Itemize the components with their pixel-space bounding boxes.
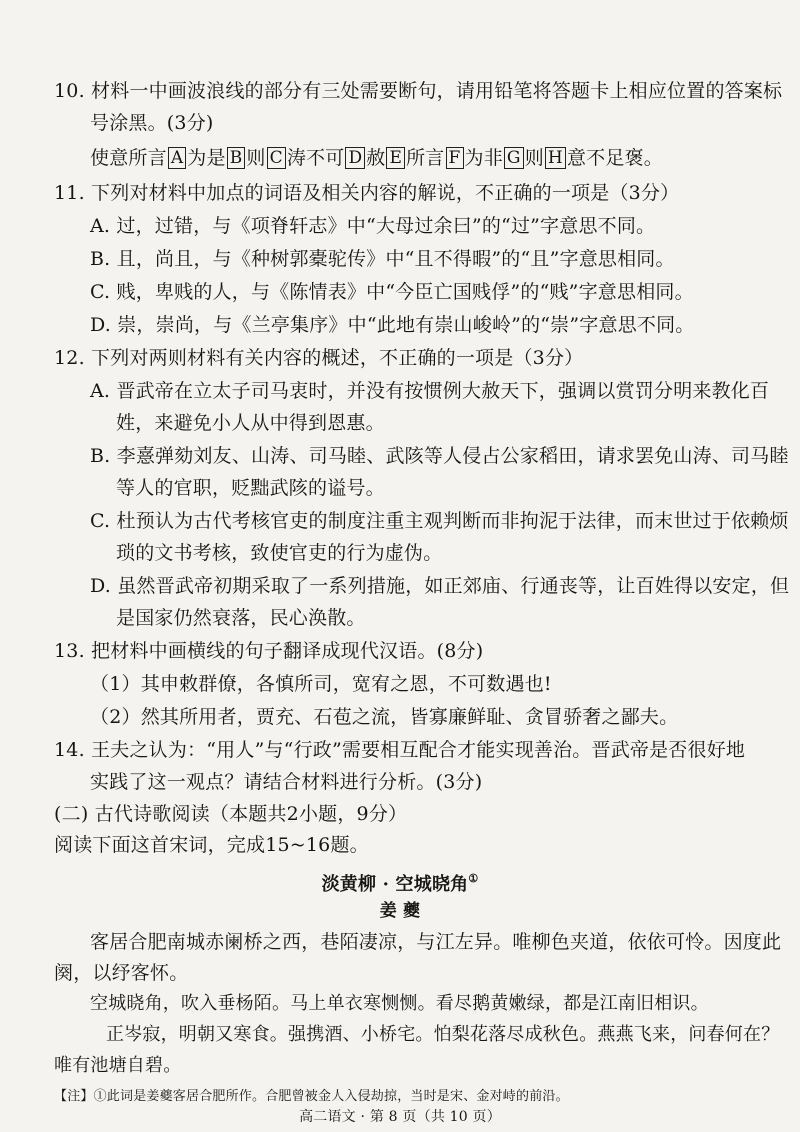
sentence-fragment: 使意所言 xyxy=(90,147,167,169)
q13-sentence-1: （1）其申敕群僚，各慎所司，宽宥之恩，不可数遇也! xyxy=(90,673,552,695)
q13-sentence-2: （2）然其所用者，贾充、石苞之流，皆寡廉鲜耻、贪冒骄奢之鄙夫。 xyxy=(90,706,679,728)
q10-line1: 10. 材料一中画波浪线的部分有三处需要断句，请用铅笔将答题卡上相应位置的答案标 xyxy=(54,80,783,102)
answer-box-D[interactable]: D xyxy=(345,147,365,169)
q14-line1: 14. 王夫之认为：“用人”与“行政”需要相互配合才能实现善治。晋武帝是否很好地 xyxy=(54,739,746,761)
q12-option-a-line2: 姓，来避免小人从中得到恩惠。 xyxy=(116,412,385,434)
q12-option-b-line1: B. 李憙弹劾刘友、山涛、司马睦、武陔等人侵占公家稻田，请求罢免山涛、司马睦 xyxy=(90,445,789,467)
poem-title-text: 淡黄柳 · 空城晓角 xyxy=(321,874,469,895)
sentence-fragment: 涛不可 xyxy=(286,147,345,169)
poem-preface-line2: 阕，以纾客怀。 xyxy=(54,962,189,984)
q11-option-a: A. 过，过错，与《项脊轩志》中“大母过余曰”的“过”字意思不同。 xyxy=(90,215,656,237)
answer-box-A[interactable]: A xyxy=(168,147,186,169)
q11-option-d: D. 崇，崇尚，与《兰亭集序》中“此地有崇山峻岭”的“崇”字意思不同。 xyxy=(90,314,695,336)
sentence-fragment: 则 xyxy=(246,147,266,169)
answer-box-B[interactable]: B xyxy=(227,147,246,169)
q12-option-d-line1: D. 虽然晋武帝初期采取了一系列措施，如正郊庙、行通丧等，让百姓得以安定，但 xyxy=(90,575,790,597)
answer-box-G[interactable]: G xyxy=(504,147,524,169)
answer-box-H[interactable]: H xyxy=(545,147,566,169)
section-intro: 阅读下面这首宋词，完成15~16题。 xyxy=(54,834,369,856)
sentence-fragment: 所言 xyxy=(406,147,445,169)
q13-stem: 13. 把材料中画横线的句子翻译成现代汉语。(8分) xyxy=(54,640,484,662)
q12-option-c-line1: C. 杜预认为古代考核官吏的制度注重主观判断而非拘泥于法律，而末世过于依赖烦 xyxy=(90,510,789,532)
q12-option-d-line2: 是国家仍然衰落，民心涣散。 xyxy=(116,607,366,629)
sentence-fragment: 为非 xyxy=(464,147,503,169)
q12-option-a-line1: A. 晋武帝在立太子司马衷时，并没有按惯例大赦天下，强调以赏罚分明来教化百 xyxy=(90,380,770,402)
answer-box-C[interactable]: C xyxy=(267,147,286,169)
q12-option-c-line2: 琐的文书考核，致使官吏的行为虚伪。 xyxy=(116,542,443,564)
q11-stem: 11. 下列对材料中加点的词语及相关内容的解说，不正确的一项是（3分） xyxy=(54,182,680,204)
poem-verse-line1: 空城晓角，吹入垂杨陌。马上单衣寒恻恻。看尽鹅黄嫩绿，都是江南旧相识。 xyxy=(90,993,709,1014)
poem-note-mark: ① xyxy=(468,872,479,885)
q11-option-c: C. 贱，卑贱的人，与《陈情表》中“今臣亡国贱俘”的“贱”字意思相同。 xyxy=(90,281,694,303)
sentence-fragment: 则 xyxy=(524,147,544,169)
section-heading: (二) 古代诗歌阅读（本题共2小题，9分） xyxy=(54,803,408,825)
poem-footnote: 【注】①此词是姜夔客居合肥所作。合肥曾被金人入侵劫掠，当时是宋、金对峙的前沿。 xyxy=(54,1089,569,1104)
answer-box-F[interactable]: F xyxy=(446,147,464,169)
q14-line2: 实践了这一观点？请结合材料进行分析。(3分) xyxy=(90,771,483,793)
q10-line2: 号涂黑。(3分) xyxy=(90,112,214,134)
page-footer: 高二语文 · 第 8 页（共 10 页） xyxy=(299,1109,501,1125)
sentence-fragment: 为是 xyxy=(187,147,226,169)
q11-option-b: B. 且，尚且，与《种树郭橐驼传》中“且不得暇”的“且”字意思相同。 xyxy=(90,248,675,270)
sentence-fragment: 意不足褒。 xyxy=(566,147,663,169)
poem-verse-line2: 正岑寂，明朝又寒食。强携酒、小桥宅。怕梨花落尽成秋色。燕燕飞来，问春何在？ xyxy=(106,1024,780,1045)
poem-verse-line3: 唯有池塘自碧。 xyxy=(54,1055,182,1076)
q12-stem: 12. 下列对两则材料有关内容的概述，不正确的一项是（3分） xyxy=(54,347,584,369)
answer-box-E[interactable]: E xyxy=(386,147,405,169)
q12-option-b-line2: 等人的官职，贬黜武陔的谥号。 xyxy=(116,477,385,499)
poem-author: 姜 夔 xyxy=(379,901,421,921)
poem-preface-line1: 客居合肥南城赤阑桥之西，巷陌凄凉，与江左异。唯柳色夹道，依依可怜。因度此 xyxy=(90,931,782,953)
sentence-fragment: 赦 xyxy=(366,147,386,169)
